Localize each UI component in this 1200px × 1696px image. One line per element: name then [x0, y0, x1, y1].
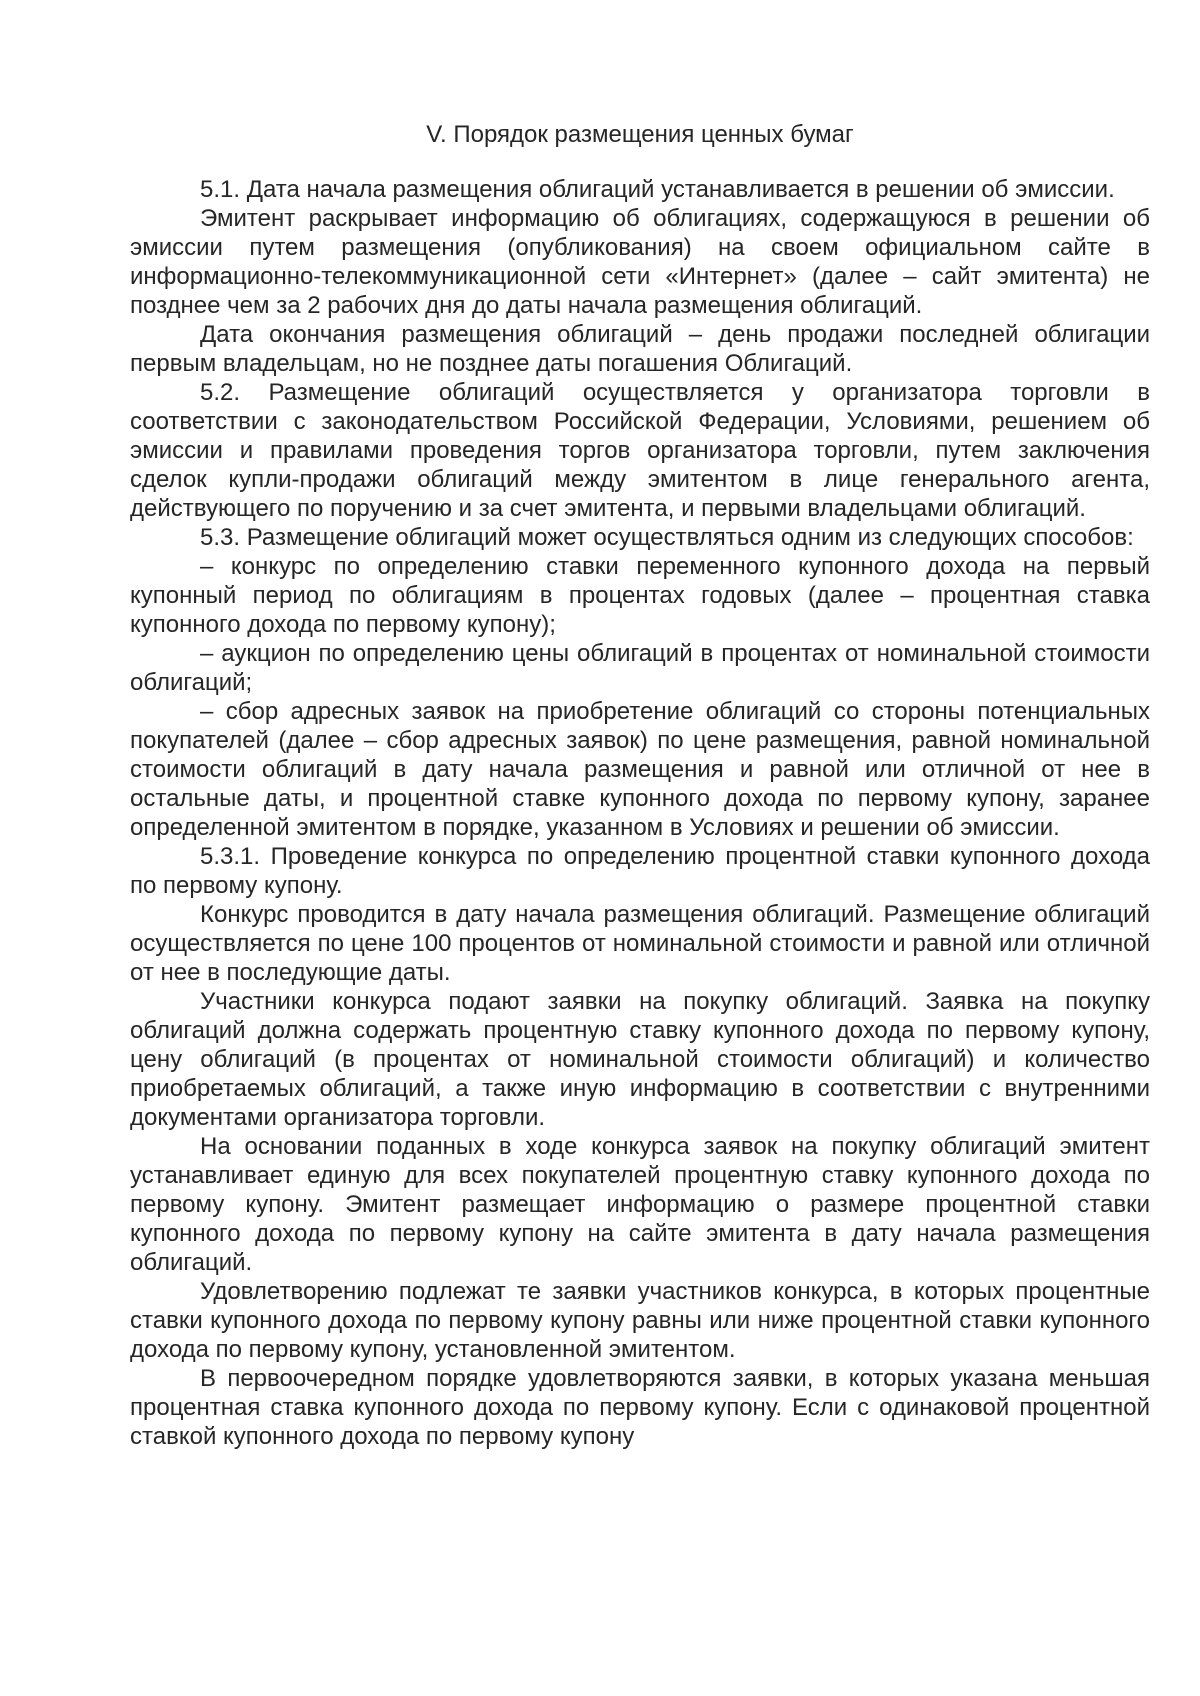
- document-page: [130, 120, 1150, 1680]
- paragraph-end-date: Дата окончания размещения облигаций – день продажи последней облигации первым владельцам, но не позднее даты погашения Облигаций.: [130, 321, 1150, 377]
- paragraph-5-3: 5.3. Размещение облигаций может осуществляться одним из следующих способов:: [200, 524, 1134, 551]
- paragraph-5-3-1: 5.3.1. Проведение конкурса по определению процентной ставки купонного дохода по первому купону.: [130, 843, 1150, 899]
- paragraph-5-1: 5.1. Дата начала размещения облигаций устанавливается в решении об эмиссии.: [200, 176, 1115, 203]
- list-item-address-orders: – сбор адресных заявок на приобретение облигаций со стороны потенциальных покупателей (далее – сбор адресных заявок) по цене размещения, равной номинальной стоимости облигаций в дату начала размещения и равной или отличной от нее в остальные даты, и процентной ставке купонного дохода по первому купону, заранее определенной эмитентом в порядке, указанном в Условиях и решении об эмиссии.: [130, 698, 1150, 841]
- paragraph-contest-date: Конкурс проводится в дату начала размещения облигаций. Размещение облигаций осуществляется по цене 100 процентов от номинальной стоимости и равной или отличной от нее в последующие даты.: [130, 901, 1150, 986]
- paragraph-participants: Участники конкурса подают заявки на покупку облигаций. Заявка на покупку облигаций должна содержать процентную ставку купонного дохода по первому купону, цену облигаций (в процентах от номинальной стоимости облигаций) и количество приобретаемых облигаций, а также иную информацию в соответствии с внутренними документами организатора торговли.: [130, 988, 1150, 1131]
- list-item-auction: – аукцион по определению цены облигаций в процентах от номинальной стоимости облигаций;: [130, 640, 1150, 696]
- section-title: V. Порядок размещения ценных бумаг: [426, 121, 854, 148]
- paragraph-rate-setting: На основании поданных в ходе конкурса заявок на покупку облигаций эмитент устанавливает единую для всех покупателей процентную ставку купонного дохода по первому купону. Эмитент размещает информацию о размере процентной ставки купонного дохода по первому купону на сайте эмитента в дату начала размещения облигаций.: [130, 1133, 1150, 1276]
- paragraph-5-2: 5.2. Размещение облигаций осуществляется у организатора торговли в соответствии с законодательством Российской Федерации, Условиями, решением об эмиссии и правилами проведения торгов организатора торговли, путем заключения сделок купли-продажи облигаций между эмитентом в лице генерального агента, действующего по поручению и за счет эмитента, и первыми владельцами облигаций.: [130, 379, 1150, 522]
- list-item-contest: – конкурс по определению ставки переменного купонного дохода на первый купонный период по облигациям в процентах годовых (далее – процентная ставка купонного дохода по первому купону);: [130, 553, 1150, 638]
- paragraph-disclosure: Эмитент раскрывает информацию об облигациях, содержащуюся в решении об эмиссии путем размещения (опубликования) на своем официальном сайте в информационно-телекоммуникационной сети «Интернет» (далее – сайт эмитента) не позднее чем за 2 рабочих дня до даты начала размещения облигаций.: [130, 205, 1150, 319]
- paragraph-satisfaction: Удовлетворению подлежат те заявки участников конкурса, в которых процентные ставки купонного дохода по первому купону равны или ниже процентной ставки купонного дохода по первому купону, установленной эмитентом.: [130, 1278, 1150, 1363]
- paragraph-priority: В первоочередном порядке удовлетворяются заявки, в которых указана меньшая процентная ставка купонного дохода по первому купону. Если с одинаковой процентной ставкой купонного дохода по первому купону: [130, 1365, 1150, 1450]
